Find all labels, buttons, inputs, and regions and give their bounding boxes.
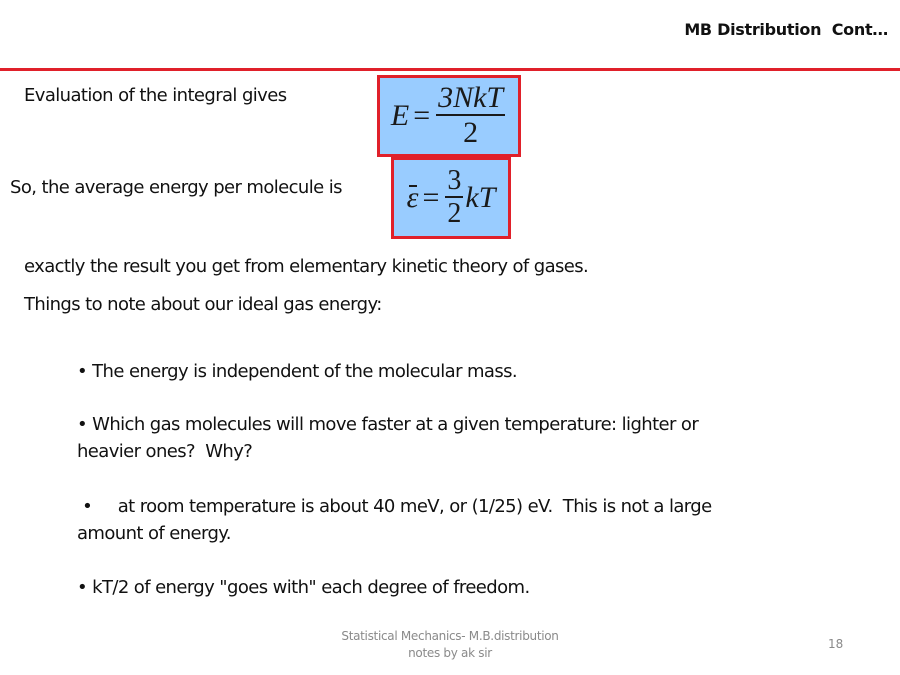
bullet-faster-molecules-line1: • Which gas molecules will move faster at a given temperature: lighter or — [77, 414, 699, 435]
slide-title: MB Distribution Cont… — [684, 20, 888, 39]
title-divider — [0, 68, 900, 71]
bullet-mass-independence: • The energy is independent of the molecular mass. — [77, 361, 518, 382]
numerator: 3NkT — [438, 81, 504, 114]
page-number: 18 — [828, 637, 844, 651]
integral-statement: Evaluation of the integral gives — [24, 85, 287, 106]
denominator: 2 — [447, 197, 462, 229]
things-to-note-heading: Things to note about our ideal gas energy: — [24, 294, 382, 315]
epsilon-bar-symbol: ε — [406, 181, 419, 214]
bullet-faster-molecules-line2: heavier ones? Why? — [77, 441, 253, 462]
footer-line-1: Statistical Mechanics- M.B.distribution — [341, 629, 559, 643]
equals-sign: = — [422, 181, 440, 214]
footer-caption — [300, 628, 600, 662]
bullet-degree-of-freedom: • kT/2 of energy "goes with" each degree of freedom. — [77, 577, 530, 598]
numerator: 3 — [447, 165, 462, 197]
equals-sign: = — [413, 99, 431, 132]
bullet-room-temperature-line1: • at room temperature is about 40 meV, or (1/25) eV. This is not a large — [77, 496, 712, 517]
fraction — [436, 82, 505, 150]
fraction — [445, 166, 463, 230]
average-energy-statement: So, the average energy per molecule is — [10, 177, 342, 198]
kt-term: kT — [465, 181, 496, 214]
bullet-room-temperature-line2: amount of energy. — [77, 523, 231, 544]
total-energy-equation — [377, 75, 521, 157]
footer-line-2: notes by ak sir — [408, 646, 492, 660]
kinetic-theory-statement: exactly the result you get from elementary kinetic theory of gases. — [24, 256, 589, 277]
denominator: 2 — [436, 114, 505, 151]
average-energy-equation — [391, 157, 511, 239]
equation-lhs: E — [390, 99, 410, 132]
